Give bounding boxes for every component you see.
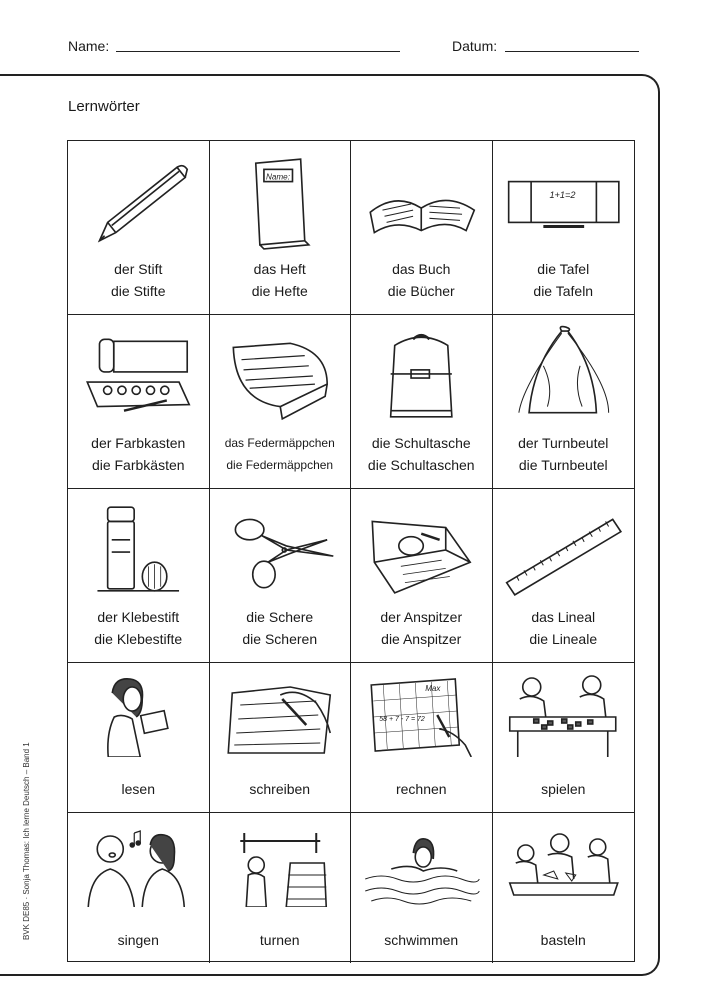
vocab-card-lineal [493,489,635,663]
sharpener-icon [359,499,484,601]
plural-label: die Farbkästen [91,457,185,473]
vocab-card-rechnen [351,663,493,813]
writing-icon [218,673,343,757]
vocab-card-stift [68,141,210,315]
vocab-card-klebestift [68,489,210,663]
plural-label: die Anspitzer [381,631,462,647]
vocab-card-anspitzer [351,489,493,663]
singular-label: das Federmäppchen [224,436,335,450]
vocab-card-schwimmen [351,813,493,963]
schoolbag-icon [359,325,484,427]
singular-label: der Anspitzer [380,609,463,625]
singular-label: der Stift [114,261,163,277]
date-label: Datum: [452,38,498,54]
publisher-footer: BVK DE85 · Sonja Thomas: Ich lerne Deutsch – Band 1 [22,742,31,940]
header [0,36,707,60]
plural-label: die Schultaschen [367,457,475,473]
verb-label: singen [117,932,159,948]
vocab-card-schultasche [351,315,493,489]
pencil-icon [76,151,201,253]
plural-label: die Stifte [111,283,166,299]
crafting-icon [501,823,627,907]
vocab-grid [67,140,635,962]
verb-label: spielen [541,781,586,797]
singular-label: die Tafel [537,261,590,277]
board-text: 1+1=2 [548,189,575,200]
singular-label: der Turnbeutel [518,435,609,451]
singular-label: der Klebestift [97,609,180,625]
book-icon [359,151,484,253]
vocab-card-lesen [68,663,210,813]
plural-label: die Lineale [529,631,598,647]
vocab-card-turnbeutel [493,315,635,489]
singular-label: die Schultasche [371,435,471,451]
vocab-card-heft [210,141,352,315]
page-title: Lernwörter [68,98,140,115]
plural-label: die Bücher [387,283,455,299]
notebook-name-text: Name: [265,172,290,182]
sheet-name-text: Max [425,684,441,693]
sheet-sum-text: 58 + 7 - 7 = 72 [379,716,425,723]
singular-label: das Lineal [531,609,596,625]
plural-label: die Federmäppchen [226,458,334,472]
vocab-card-schere [210,489,352,663]
verb-label: schreiben [249,781,311,797]
vocab-card-tafel [493,141,635,315]
vocab-card-federmaeppchen [210,315,352,489]
plural-label: die Tafeln [533,283,594,299]
glue-stick-icon [76,499,201,601]
plural-label: die Turnbeutel [518,457,608,473]
gymnastics-icon [218,823,343,907]
verb-label: schwimmen [384,932,459,948]
singular-label: der Farbkasten [91,435,186,451]
reading-icon [76,673,201,757]
singular-label: das Heft [253,261,306,277]
plural-label: die Hefte [251,283,308,299]
scissors-icon [218,499,343,601]
plural-label: die Klebestifte [94,631,183,647]
paintbox-icon [76,325,201,427]
vocab-card-singen [68,813,210,963]
vocab-card-schreiben [210,663,352,813]
verb-label: turnen [259,932,300,948]
pencil-case-icon [218,325,343,427]
ruler-icon [501,499,627,601]
date-line[interactable] [505,51,639,52]
vocab-card-basteln [493,813,635,963]
playing-icon [501,673,627,757]
singing-icon [76,823,201,907]
verb-label: lesen [121,781,155,797]
swimming-icon [359,823,484,907]
vocab-card-buch [351,141,493,315]
singular-label: die Schere [246,609,314,625]
singular-label: das Buch [392,261,451,277]
name-label: Name: [68,38,110,54]
name-line[interactable] [116,51,400,52]
plural-label: die Scheren [242,631,318,647]
notebook-icon [218,151,343,253]
chalkboard-icon [501,151,627,253]
calculating-icon [359,673,484,757]
gym-bag-icon [501,325,627,427]
verb-label: basteln [540,932,586,948]
verb-label: rechnen [395,781,447,797]
vocab-card-spielen [493,663,635,813]
vocab-card-farbkasten [68,315,210,489]
vocab-card-turnen [210,813,352,963]
